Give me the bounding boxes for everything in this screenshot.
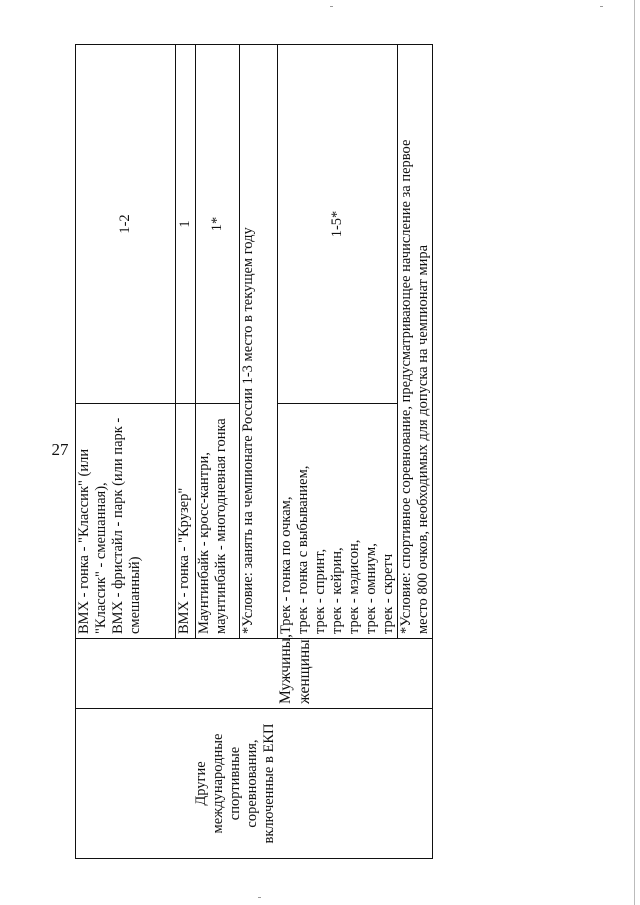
page-number: 27 <box>51 440 69 459</box>
rotated-table-content <box>75 45 431 859</box>
condition-russia: *Условие: занять на чемпионате России 1-3 место в текущем году <box>240 45 278 639</box>
discipline-line: трек - скретч <box>380 553 396 634</box>
mtb-places: 1* <box>196 45 240 404</box>
bmx-cruiser-places: 1 <box>176 45 196 404</box>
event-name-cell-cont <box>278 709 398 859</box>
gender-cell-top <box>76 639 176 709</box>
discipline-line: "Классик" - смешанная), <box>93 482 109 634</box>
discipline-line: трек - спринт, <box>312 548 328 634</box>
competition-table <box>75 44 433 859</box>
track-places: 1-5* <box>278 45 398 404</box>
event-name-line: включенные в ЕКП <box>261 723 278 844</box>
bmx-classic-places: 1-2 <box>76 45 176 404</box>
track-cell <box>278 404 398 639</box>
discipline-line: BMX - фристайл - парк (или парк - <box>110 417 126 634</box>
discipline-line: Маунтинбайк - кросс-кантри, <box>196 452 212 634</box>
discipline-line: трек - гонка с выбыванием, <box>295 465 311 634</box>
scan-artifact <box>330 6 333 7</box>
rotated-table-wrapper <box>75 45 431 859</box>
mtb-cell <box>196 404 240 639</box>
condition-line: место 800 очков, необходимых для допуска на чемпионат мира <box>415 244 431 634</box>
condition-line: *Условие: спортивное соревнование, предусматривающее начисление за первое <box>398 139 414 634</box>
discipline-line: смешанный) <box>127 556 143 634</box>
event-name-cell-end <box>398 709 433 859</box>
scan-artifact <box>258 897 261 898</box>
event-name-cell <box>76 709 278 859</box>
discipline-line: трек - кейрин, <box>329 547 345 634</box>
gender-line: женщины <box>295 639 313 704</box>
event-name-line: спортивные соревнования, <box>227 739 261 828</box>
event-name-line: Другие международные <box>193 733 227 834</box>
scan-artifact <box>600 6 603 7</box>
discipline-line: маунтинбайк - многодневная гонка <box>213 418 229 634</box>
discipline-line: трек - омниум, <box>363 543 379 634</box>
discipline-line: Трек - гонка по очкам, <box>278 496 294 634</box>
condition-points-cell <box>398 45 433 639</box>
gender-cell-cont <box>176 639 196 709</box>
discipline-line: BMX - гонка - "Классик" (или <box>76 448 92 634</box>
gender-line: Мужчины, <box>276 634 294 704</box>
discipline-line: трек - мэдисон, <box>346 539 362 634</box>
scan-edge-line <box>634 0 635 905</box>
bmx-classic-cell <box>76 404 176 639</box>
gender-cell-cont <box>196 639 240 709</box>
gender-cell <box>240 634 313 709</box>
gender-cell-end <box>398 639 433 709</box>
bmx-cruiser-cell: BMX - гонка - "Крузер" <box>176 404 196 639</box>
